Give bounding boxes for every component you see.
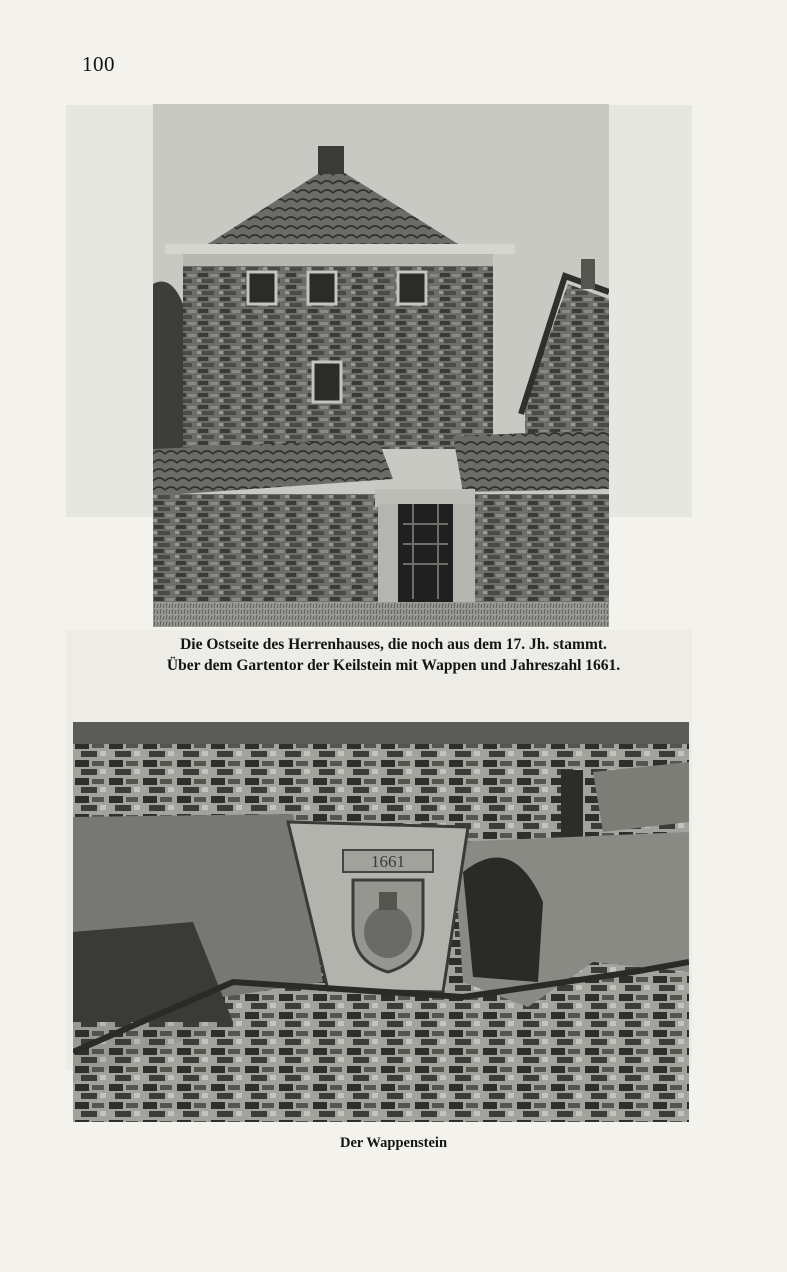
caption-line: Die Ostseite des Herrenhauses, die noch aus dem 17. Jh. stammt. — [180, 636, 607, 653]
figure-caption-manor-house — [0, 634, 787, 676]
keystone-year-inscription: 1661 — [371, 852, 405, 871]
figure-caption-coat-of-arms — [0, 1133, 787, 1154]
caption-line: Über dem Gartentor der Keilstein mit Wappen und Jahreszahl 1661. — [166, 657, 621, 674]
caption-line: Der Wappenstein — [339, 1135, 448, 1151]
coat-of-arms-stone-photo — [73, 722, 689, 1122]
manor-house-photo — [153, 104, 609, 627]
page-number: 100 — [82, 52, 115, 76]
